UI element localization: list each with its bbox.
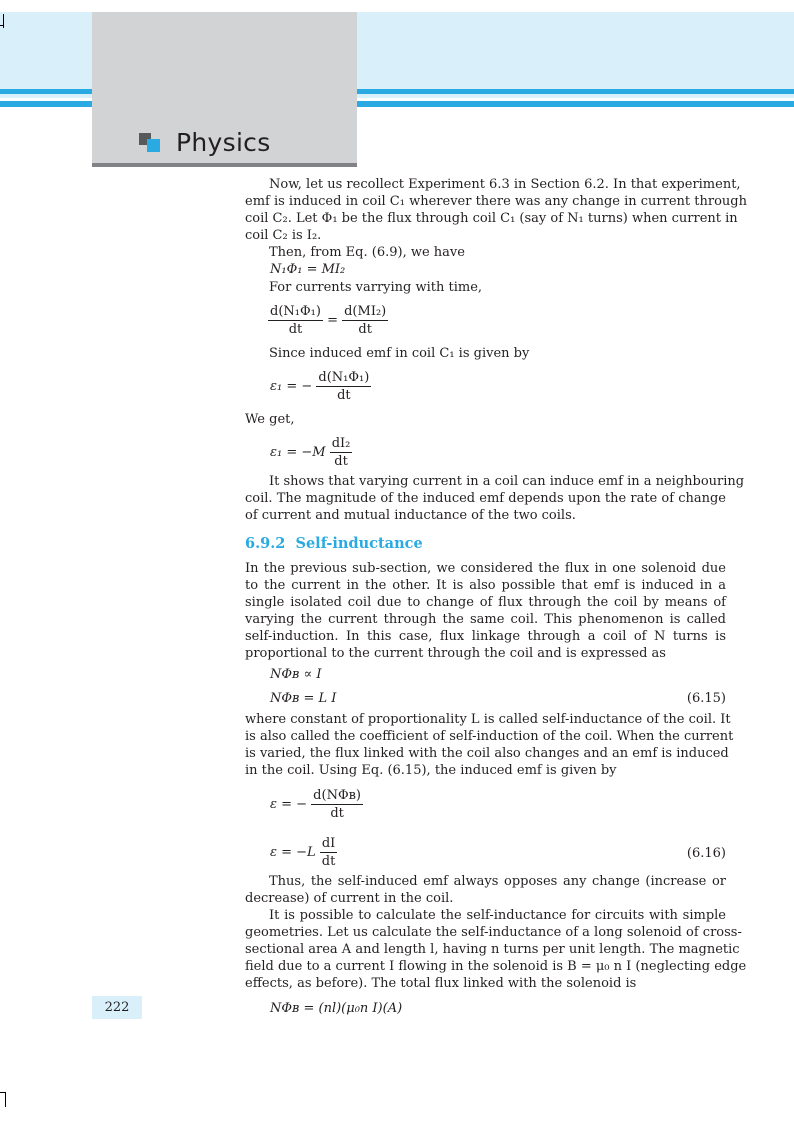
equation [270, 836, 337, 869]
body-line: coil C₂ is I₂. [245, 228, 322, 243]
body-line: effects, as before). The total flux linked with the solenoid is [245, 976, 637, 991]
body-line: Now, let us recollect Experiment 6.3 in Section 6.2. In that experiment, [269, 177, 741, 192]
fraction-numerator: d(N₁Φ₁) [318, 370, 370, 385]
fraction-denominator: dt [358, 322, 372, 337]
page-number: 222 [92, 996, 142, 1019]
crop-mark [5, 1092, 6, 1107]
body-line: In the previous sub-section, we considered the flux in one solenoid due [245, 561, 726, 576]
equation: NΦʙ = (nl)(μ₀n I)(A) [270, 1001, 403, 1016]
fraction-numerator: d(N₁Φ₁) [270, 304, 321, 319]
body-line: Since induced emf in coil C₁ is given by [269, 346, 530, 361]
equation [270, 370, 371, 403]
equation: NΦʙ ∝ I [270, 667, 322, 682]
body-line: is also called the coefficient of self-induction of the coil. When the current [245, 729, 734, 744]
equation: $\frac{\text{d(N₁Φ₁)}}{dt}$ = $\frac{\text{d(MI₂)}}{dt}$ [270, 304, 387, 337]
body-line: self-induction. In this case, flux linkage through a coil of N turns is [245, 629, 726, 644]
fraction-denominator: dt [334, 454, 348, 469]
body-line: We get, [245, 412, 295, 427]
section-number: 6.9.2 [245, 535, 286, 552]
body-line: of current and mutual inductance of the two coils. [245, 508, 576, 523]
body-line: emf is induced in coil C₁ wherever there was any change in current through [245, 194, 747, 209]
body-line: single isolated coil due to change of flux through the coil by means of [245, 595, 726, 610]
fraction-denominator: dt [321, 854, 336, 869]
equation-number: (6.16) [686, 846, 726, 861]
fraction-denominator: dt [337, 388, 351, 403]
fraction-denominator: dt [330, 806, 344, 821]
body-line: varying the current through the same coil. This phenomenon is called [245, 612, 726, 627]
body-line: to the current in the other. It is also possible that emf is induced in a [245, 578, 726, 593]
fraction-numerator: dI₂ [331, 436, 351, 451]
body-line: field due to a current I flowing in the solenoid is B = μ₀ n I (neglecting edge [245, 959, 747, 974]
equation: N₁Φ₁ = MI₂ [270, 262, 346, 277]
section-title: Self-inductance [295, 535, 423, 552]
body-line: where constant of proportionality L is called self-inductance of the coil. It [245, 712, 731, 727]
body-line: sectional area A and length l, having n turns per unit length. The magnetic [245, 942, 740, 957]
body-line: Thus, the self-induced emf always opposes any change (increase or [269, 874, 726, 889]
equation-number: (6.15) [686, 691, 726, 706]
fraction-denominator: dt [288, 322, 303, 337]
body-line: in the coil. Using Eq. (6.15), the induced emf is given by [245, 763, 617, 778]
section-heading [245, 535, 423, 552]
body-line: It is possible to calculate the self-inductance for circuits with simple [269, 908, 726, 923]
crop-mark [0, 1092, 5, 1093]
body-line: proportional to the current through the coil and is expressed as [245, 646, 666, 661]
header-rule [92, 163, 357, 167]
body-line: is varied, the flux linked with the coil also changes and an emf is induced [245, 746, 729, 761]
body-line: It shows that varying current in a coil can induce emf in a neighbouring [269, 474, 745, 489]
body-line: decrease) of current in the coil. [245, 891, 454, 906]
crop-mark [0, 25, 4, 26]
fraction-numerator: d(MI₂) [344, 304, 387, 319]
fraction-numerator: dI [321, 836, 336, 851]
equation [270, 436, 352, 469]
body-line: For currents varrying with time, [269, 280, 483, 295]
equation: NΦʙ = L I [270, 691, 337, 706]
logo-square-icon [147, 139, 160, 152]
body-line: coil C₂. Let Φ₁ be the flux through coil C₁ (say of N₁ turns) when current in [245, 211, 738, 226]
equation-lhs: ε₁ = − [270, 379, 313, 394]
body-line: geometries. Let us calculate the self-inductance of a long solenoid of cross- [245, 925, 742, 940]
equation-lhs: ε = −L [270, 845, 316, 860]
body-line: Then, from Eq. (6.9), we have [269, 245, 465, 260]
equation-lhs: ε₁ = −M [270, 445, 326, 460]
page-header-title: Physics [176, 128, 271, 157]
fraction-numerator: d(NΦʙ) [313, 788, 361, 803]
equation [270, 788, 363, 821]
body-line: coil. The magnitude of the induced emf depends upon the rate of change [245, 491, 726, 506]
equation-lhs: ε = − [270, 797, 308, 812]
